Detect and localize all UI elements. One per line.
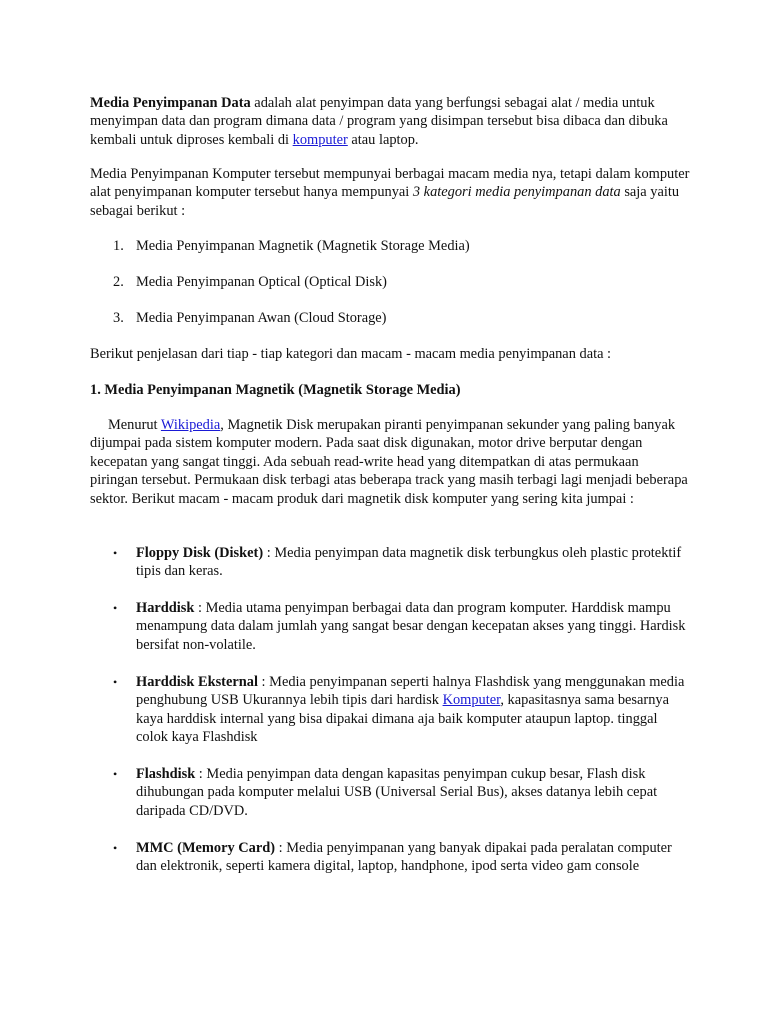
list-number: 2.	[113, 274, 124, 290]
product-text	[136, 599, 686, 654]
intro-text: adalah alat penyimpan data yang berfungsi sebagai alat / media untuk menyimpan data dan program dimana data / program yang disimpan tersebut bisa dibaca dan dibuka kembali untuk diproses kembali di	[90, 95, 668, 148]
list-number: 3.	[113, 310, 124, 326]
komputer-link[interactable]: Komputer	[442, 692, 501, 709]
product-name: Harddisk	[136, 600, 195, 616]
product-text	[136, 673, 686, 747]
wikipedia-link[interactable]: Wikipedia	[160, 417, 221, 433]
category-label: Media Penyimpanan Magnetik (Magnetik Storage Media)	[136, 238, 470, 254]
product-text	[136, 839, 686, 876]
bullet-icon: •	[113, 841, 118, 855]
intro-text-end: atau laptop.	[347, 131, 419, 148]
product-desc: : Media penyimpan data dengan kapasitas penyimpan cukup besar, Flash disk dihubungan pada komputer melalui USB (Universal Serial Bus), akses datanya lebih cepat daripada CD/DVD.	[136, 766, 658, 819]
product-name: Flashdisk	[136, 766, 196, 782]
bullet-icon: •	[113, 675, 118, 689]
para3-text: Berikut penjelasan dari tiap - tiap kategori dan macam - macam media penyimpanan data :	[90, 346, 612, 362]
product-name: Floppy Disk (Disket)	[136, 545, 264, 561]
section1-text: Menurut	[108, 417, 161, 433]
category-label: Media Penyimpanan Optical (Optical Disk)	[136, 274, 387, 290]
bullet-icon: •	[113, 601, 118, 615]
para2-emphasis: 3 kategori media penyimpanan data	[412, 184, 621, 201]
product-text	[136, 765, 686, 820]
komputer-link[interactable]: komputer	[292, 131, 348, 148]
categories-intro-paragraph	[90, 165, 690, 220]
category-label: Media Penyimpanan Awan (Cloud Storage)	[136, 310, 387, 326]
para2-text: Media Penyimpanan Komputer tersebut mempunyai berbagai macam media nya, tetapi dalam komputer alat penyimpanan komputer tersebut hanya mempunyai	[90, 166, 690, 201]
product-desc-end: , kapasitasnya sama besarnya kaya harddisk internal yang bisa dipakai dimana aja baik komputer ataupun laptop. tinggal colok kaya Flashdisk	[136, 692, 669, 746]
product-name: MMC (Memory Card)	[136, 840, 276, 856]
bullet-icon: •	[113, 767, 118, 781]
product-name: Harddisk Eksternal	[136, 674, 258, 690]
section1-paragraph	[90, 416, 690, 508]
explanation-intro	[90, 345, 690, 363]
product-desc: : Media utama penyimpan berbagai data dan program komputer. Harddisk mampu menampung data dalam jumlah yang sangat besar dengan kecepatan akses yang tinggi. Hardisk bersifat non-volatile.	[136, 600, 686, 653]
intro-paragraph	[90, 94, 690, 149]
bullet-icon: •	[113, 546, 118, 560]
product-desc: : Media penyimpan data magnetik disk terbungkus oleh plastic protektif tipis dan keras.	[136, 545, 682, 580]
product-desc: : Media penyimpanan seperti halnya Flashdisk yang menggunakan media penghubung USB Ukurannya lebih tipis dari hardisk	[136, 674, 685, 709]
product-desc: : Media penyimpanan yang banyak dipakai pada peralatan computer dan elektronik, seperti kamera digital, laptop, handphone, ipod serta video gam console	[136, 840, 672, 875]
section1-text-end: , Magnetik Disk merupakan piranti penyimpanan sekunder yang paling banyak dijumpai pada sistem komputer modern. Pada saat disk digunakan, motor drive berputar dengan kecepatan yang sangat tinggi. Ada sebuah read-write head yang ditempatkan di atas permukaan piringan tersebut. Permukaan disk terbagi atas beberapa track yang masih terbagi lagi menjadi beberapa sektor. Berikut macam - macam produk dari magnetik disk komputer yang sering kita jumpai :	[90, 417, 688, 507]
list-number: 1.	[113, 238, 124, 254]
section1-heading	[90, 381, 690, 399]
section1-heading-text: 1. Media Penyimpanan Magnetik (Magnetik Storage Media)	[90, 382, 461, 398]
intro-term: Media Penyimpanan Data	[90, 95, 251, 111]
para2-text-end: saja yaitu sebagai berikut :	[90, 184, 680, 219]
product-text	[136, 544, 686, 581]
